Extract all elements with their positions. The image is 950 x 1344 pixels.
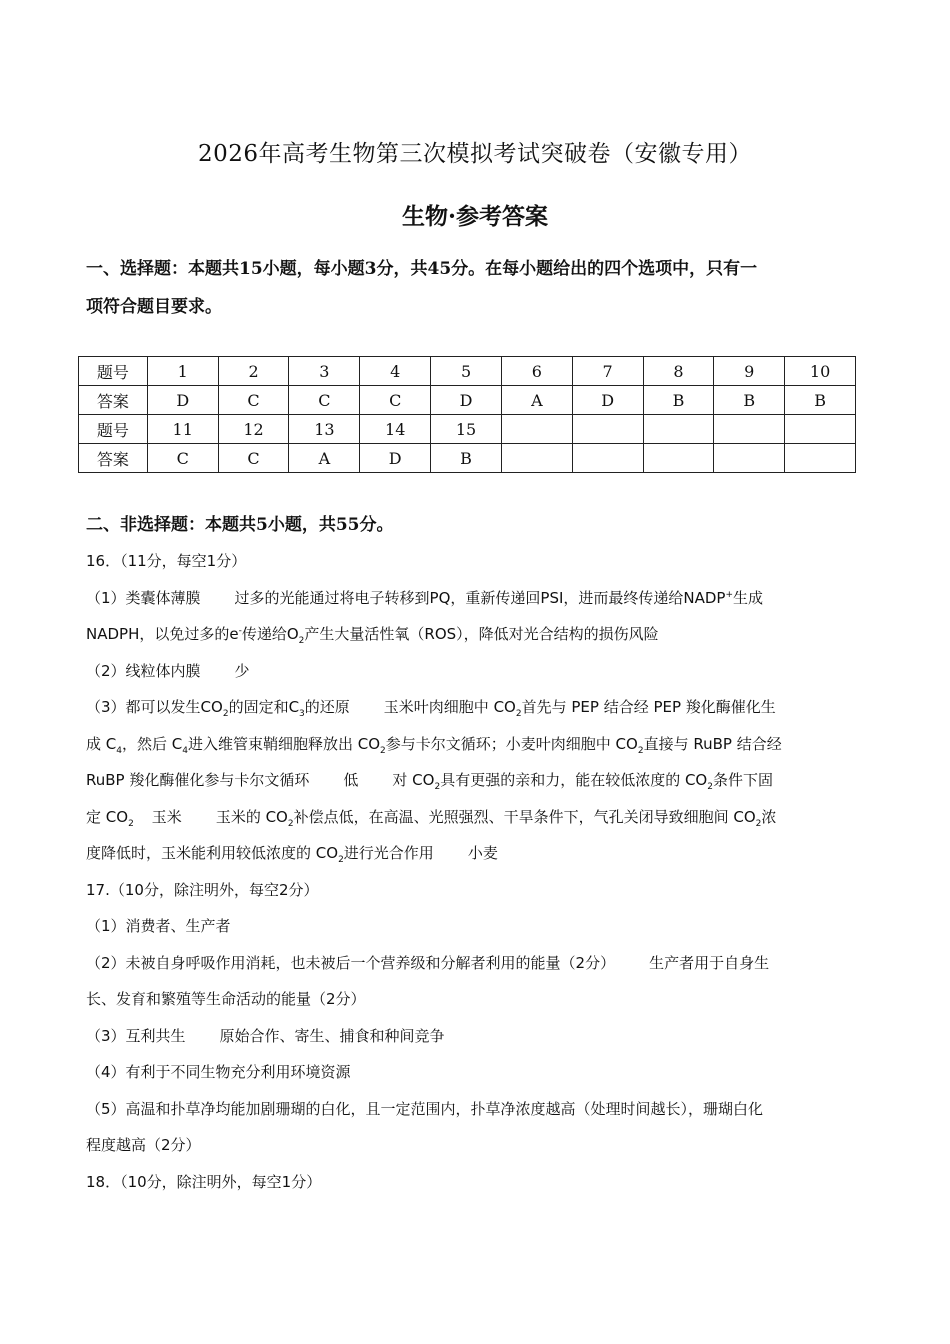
q16-a3-line2: 成 $C_4$，然后 $C_4$进入维管束鞘细胞释放出 $CO_2$参与卡尔文循环；小麦叶肉细胞中 $CO_2$直接与 RuBP 结合经 — [86, 734, 782, 756]
table-row — [79, 386, 856, 415]
q17-a1: （1）消费者、生产者 — [86, 917, 231, 935]
q-cell: 10 — [785, 357, 856, 386]
a-cell: D — [431, 386, 502, 415]
a-cell: B — [643, 386, 714, 415]
q-cell: 11 — [147, 415, 218, 444]
a-cell: D — [147, 386, 218, 415]
a-cell: C — [147, 444, 218, 473]
q-cell: 3 — [289, 357, 360, 386]
a-cell: B — [714, 386, 785, 415]
a-cell: B — [431, 444, 502, 473]
q-cell: 2 — [218, 357, 289, 386]
q17-a2-line2: 长、发育和繁殖等生命活动的能量（2分） — [86, 990, 366, 1008]
q17-a4: （4）有利于不同生物充分利用环境资源 — [86, 1063, 351, 1081]
q-cell: 13 — [289, 415, 360, 444]
section2-heading: 二、非选择题：本题共5小题，共55分。 — [86, 515, 394, 535]
q-cell: 12 — [218, 415, 289, 444]
row-label: 答案 — [79, 444, 148, 473]
q16-a2: （2）线粒体内膜 少 — [86, 661, 250, 680]
q-cell: 4 — [360, 357, 431, 386]
answer-table — [78, 356, 856, 473]
q-cell: 8 — [643, 357, 714, 386]
q-cell — [643, 415, 714, 444]
q-cell — [501, 415, 572, 444]
a-cell — [714, 444, 785, 473]
q-cell — [714, 415, 785, 444]
a-cell: D — [572, 386, 643, 415]
page-subtitle: 生物·参考答案 — [401, 203, 548, 230]
a-cell: A — [501, 386, 572, 415]
table-row — [79, 357, 856, 386]
q-cell — [785, 415, 856, 444]
page-title: 2026年高考生物第三次模拟考试突破卷（安徽专用） — [197, 141, 753, 167]
a-cell: C — [360, 386, 431, 415]
q17-a5-line1: （5）高温和扑草净均能加剧珊瑚的白化，且一定范围内，扑草净浓度越高（处理时间越长），珊瑚白化 — [86, 1099, 764, 1118]
q-cell: 7 — [572, 357, 643, 386]
a-cell — [643, 444, 714, 473]
section1-heading — [86, 250, 866, 326]
a-cell: D — [360, 444, 431, 473]
row-label: 答案 — [79, 386, 148, 415]
a-cell — [572, 444, 643, 473]
row-label: 题号 — [79, 415, 148, 444]
q-cell: 15 — [431, 415, 502, 444]
q16-head: 16．（11分，每空1分） — [86, 552, 247, 570]
q16-a3-line1: （3）都可以发生$CO_2$的固定和$C_3$的还原 玉米叶肉细胞中 $CO_2$首先与 PEP 结合经 PEP 羧化酶催化生 — [86, 698, 776, 719]
q17-a3: （3）互利共生 原始合作、寄生、捕食和种间竞争 — [86, 1026, 445, 1045]
a-cell — [785, 444, 856, 473]
q-cell: 14 — [360, 415, 431, 444]
q-cell: 5 — [431, 357, 502, 386]
q16-a3-line4: 定 $CO_2$ 玉米 玉米的 $CO_2$补偿点低，在高温、光照强烈、干旱条件下，气孔关闭导致细胞间 $CO_2$浓 — [86, 807, 777, 829]
a-cell: C — [218, 444, 289, 473]
q-cell: 1 — [147, 357, 218, 386]
row-label: 题号 — [79, 357, 148, 386]
section1-line1: 一、选择题：本题共15小题，每小题3分，共45分。在每小题给出的四个选项中，只有一 — [86, 259, 758, 279]
a-cell: C — [289, 386, 360, 415]
q16-a3-line3: RuBP 羧化酶催化参与卡尔文循环 低 对 $CO_2$具有更强的亲和力，能在较低浓度的 $CO_2$条件下固 — [86, 771, 773, 792]
a-cell: A — [289, 444, 360, 473]
answers-body — [86, 543, 856, 1200]
q16-a3-line5: 度降低时，玉米能利用较低浓度的 $CO_2$进行光合作用 小麦 — [86, 844, 498, 865]
a-cell: B — [785, 386, 856, 415]
section1-line2: 项符合题目要求。 — [86, 297, 222, 317]
q17-a2-line1: （2）未被自身呼吸作用消耗，也未被后一个营养级和分解者利用的能量（2分） 生产者用于自身生 — [86, 953, 770, 972]
q-cell — [572, 415, 643, 444]
q16-a1-line2: NADPH，以免过多的e-传递给$O_2$产生大量活性氧（ROS），降低对光合结构的损伤风险 — [86, 625, 659, 646]
table-row — [79, 415, 856, 444]
a-cell: C — [218, 386, 289, 415]
a-cell — [501, 444, 572, 473]
q-cell: 6 — [501, 357, 572, 386]
q17-head: 17.（10分，除注明外，每空2分） — [86, 880, 319, 899]
q-cell: 9 — [714, 357, 785, 386]
q16-a1-line1: （1）类囊体薄膜 过多的光能通过将电子转移到PQ，重新传递回PSI，进而最终传递给NADP+生成 — [86, 588, 764, 607]
q17-a5-line2: 程度越高（2分） — [86, 1136, 201, 1154]
table-row — [79, 444, 856, 473]
q18-head: 18．（10分，除注明外，每空1分） — [86, 1172, 322, 1191]
